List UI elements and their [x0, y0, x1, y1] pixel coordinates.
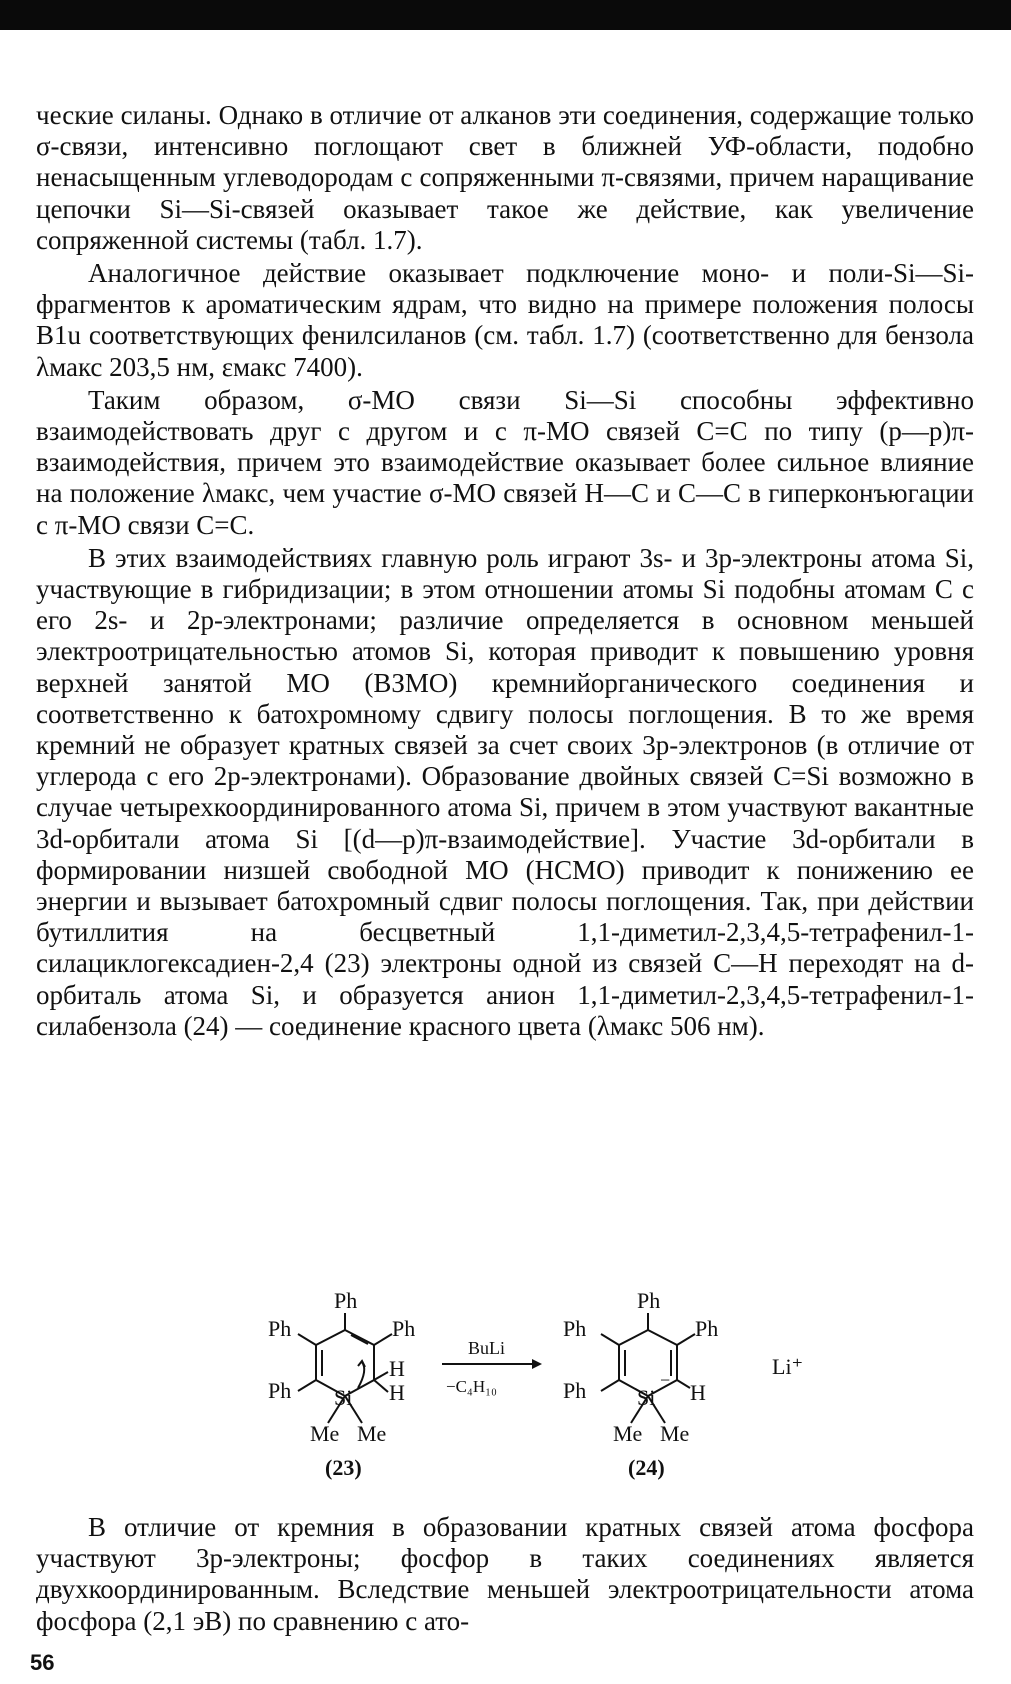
me-left-23: Me: [310, 1421, 340, 1446]
label-24: (24): [628, 1455, 665, 1480]
ph-top-24: Ph: [637, 1288, 661, 1313]
ph-left-lower-23: Ph: [268, 1378, 292, 1403]
byproduct-label: −C₄H₁₀: [446, 1377, 497, 1396]
me-right-24: Me: [660, 1421, 690, 1446]
counterion: Li⁺: [772, 1354, 804, 1379]
si-23: Si: [334, 1385, 353, 1410]
charge-24: −: [660, 1370, 671, 1390]
reaction-scheme-drawing: [250, 1288, 810, 1503]
h-24: H: [690, 1380, 706, 1405]
reaction-arrow: [442, 1338, 542, 1396]
me-left-24: Me: [613, 1421, 643, 1446]
ph-right-23: Ph: [392, 1316, 416, 1341]
ph-right-24: Ph: [695, 1316, 719, 1341]
paragraph-4: В этих взаимодействиях главную роль играют 3s- и 3p-электроны атома Si, участвующие в гибридизации; в этом отношении атомы Si подобны атомам C с его 2s- и 2p-электронами; различие определяется в основном меньшей электроотрицательностью атомов Si, которая приводит к повышению уровня верхней занятой МО (ВЗМО) кремнийорганического соединения и соответственно к батохромному сдвигу полосы поглощения. В то же время кремний не образует кратных связей за счет своих 3p-электронов (в отличие от углерода с его 2p-электронами). Образование двойных связей C=Si возможно в случае четырехкоординированного атома Si, причем в этом участвуют вакантные 3d-орбитали атома Si [(d—p)π-взаимодействие]. Участие 3d-орбитали в формировании низшей свободной МО (НСМО) приводит к понижению ее энергии и вызывает батохромный сдвиг полосы поглощения. Так, при действии бутиллития на бесцветный 1,1-диметил-2,3,4,5-тетрафенил-1-силациклогексадиен-2,4 (23) электроны одной из связей C—H переходят на d-орбиталь атома Si, и образуется анион 1,1-диметил-2,3,4,5-тетрафенил-1-силабензола (24) — соединение красного цвета (λмакс 506 нм).: [36, 542, 974, 1041]
paragraph-1: ческие силаны. Однако в отличие от алканов эти соединения, содержащие только σ-связи, интенсивно поглощают свет в ближней УФ-области, подобно ненасыщенным углеводородам с сопряженными π-связями, причем наращивание цепочки Si—Si-связей оказывает такое же действие, как увеличение сопряженной системы (табл. 1.7).: [36, 100, 974, 255]
paragraph-2: Аналогичное действие оказывает подключение моно- и поли-Si—Si-фрагментов к ароматическим ядрам, что видно на примере положения полосы B1u соответствующих фенилсиланов (см. табл. 1.7) (соответственно для бензола λмакс 203,5 нм, εмакс 7400).: [36, 258, 974, 382]
h-lower-23: H: [389, 1380, 405, 1405]
closing-text: [36, 1512, 974, 1637]
page-number: 56: [30, 1650, 55, 1675]
label-23: (23): [325, 1455, 362, 1480]
si-24: Si: [637, 1385, 656, 1410]
arrow-head-icon: [532, 1359, 542, 1369]
ph-left-lower-24: Ph: [563, 1378, 587, 1403]
body-text: [36, 100, 974, 1042]
me-right-23: Me: [357, 1421, 387, 1446]
paragraph-3: Таким образом, σ-МО связи Si—Si способны эффективно взаимодействовать друг с другом и с π-МО связей C=C по типу (p—p)π-взаимодействия, причем это взаимодействие оказывает более сильное влияние на положение λмакс, чем участие σ-МО связей H—C и C—C в гиперконъюгации с π-МО связи C=C.: [36, 384, 974, 540]
paragraph-5: В отличие от кремния в образовании кратных связей атома фосфора участвуют 3p-электроны; фосфор в таких соединениях является двухкоординированным. Вследствие меньшей электроотрицательности атома фосфора (2,1 эВ) по сравнению с ато-: [36, 1512, 974, 1636]
ph-left-upper-23: Ph: [268, 1316, 292, 1341]
ph-left-upper-24: Ph: [563, 1316, 587, 1341]
h-upper-23: H: [389, 1356, 405, 1381]
reagent-label: BuLi: [468, 1338, 506, 1358]
ph-top-23: Ph: [334, 1288, 358, 1313]
reaction-scheme: [250, 1288, 810, 1503]
